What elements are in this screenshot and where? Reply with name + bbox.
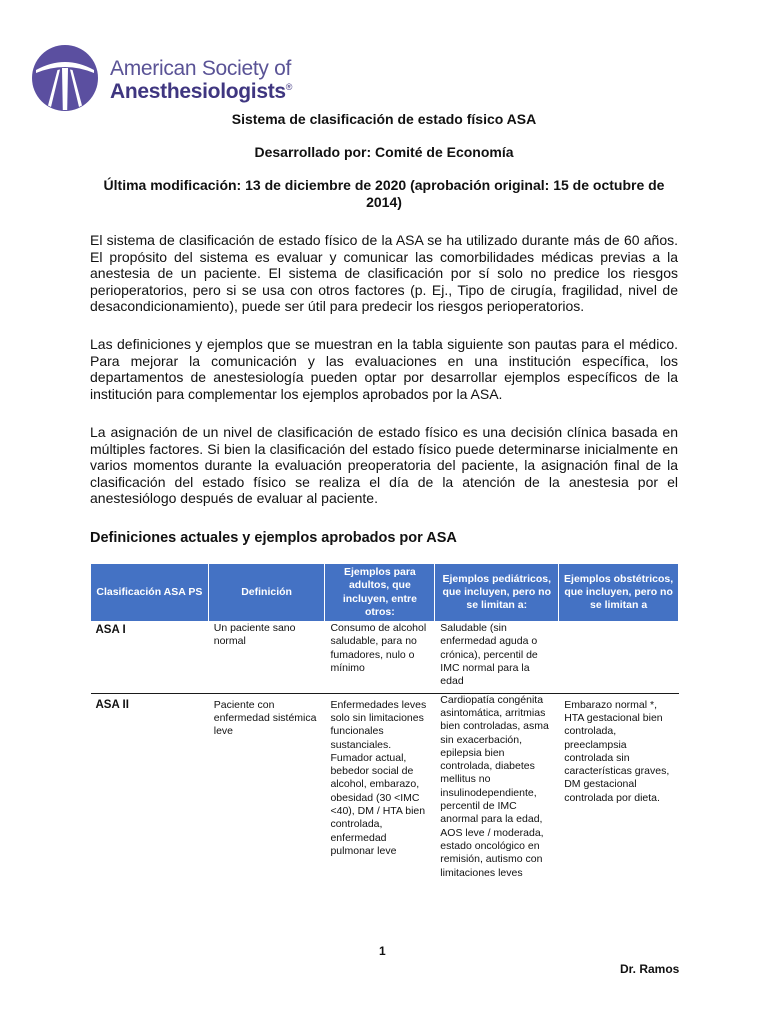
table-header-row — [91, 564, 679, 622]
cell-obstetric: Embarazo normal *, HTA gestacional bien controlada, preeclampsia controlada sin características graves, DM gestacional controlada por dieta. — [559, 693, 679, 884]
header-classification: Clasificación ASA PS — [91, 564, 209, 622]
asa-emblem-icon — [31, 44, 99, 112]
cell-definition: Un paciente sano normal — [208, 622, 325, 693]
asa-logo — [31, 44, 301, 114]
table-row — [91, 622, 679, 693]
cell-obstetric — [559, 622, 679, 693]
header-adult-examples: Ejemplos para adultos, que incluyen, entre otros: — [325, 564, 435, 622]
registered-mark: ® — [285, 82, 293, 92]
logo-line-2: Anesthesiologists® — [110, 80, 293, 103]
intro-paragraph-1: El sistema de clasificación de estado físico de la ASA se ha utilizado durante más de 60 años. El propósito del sistema es evaluar y comunicar las comorbilidades médicas previas a la anestesia de un paciente. El sistema de clasificación por sí solo no predice los riesgos perioperatorios, pero si se usa con otros factores (p. Ej., Tipo de cirugía, fragilidad, nivel de desacondicionamiento), puede ser útil para predecir los riesgos perioperatorios. — [90, 232, 678, 314]
cell-class: ASA I — [91, 622, 209, 693]
header-obstetric-examples: Ejemplos obstétricos, que incluyen, pero no se limitan a — [559, 564, 679, 622]
logo-line-1: American Society of — [110, 57, 292, 80]
page-number: 1 — [379, 944, 386, 958]
author-footer: Dr. Ramos — [620, 962, 680, 976]
cell-class: ASA II — [91, 693, 209, 884]
section-title: Definiciones actuales y ejemplos aprobados por ASA — [90, 530, 457, 546]
document-title: Sistema de clasificación de estado físico ASA — [231, 111, 537, 127]
intro-paragraph-3: La asignación de un nivel de clasificación de estado físico es una decisión clínica basada en múltiples factores. Si bien la clasificación del estado físico puede determinarse inicialmente en varios momentos durante la evaluación preoperatoria del paciente, la asignación final de la clasificación del estado físico se realiza el día de la atención de la anestesia por el anestesiólogo después de evaluar al paciente. — [90, 424, 678, 506]
cell-adults: Consumo de alcohol saludable, para no fumadores, nulo o mínimo — [325, 622, 435, 693]
cell-pediatric: Cardiopatía congénita asintomática, arritmias bien controladas, asma sin exacerbación, epilepsia bien controlada, diabetes mellitus no insulinodependiente, percentil de IMC anormal para la edad, AOS leve / moderada, estado oncológico en remisión, autismo con limitaciones leves — [435, 693, 559, 884]
cell-definition: Paciente con enfermedad sistémica leve — [208, 693, 325, 884]
last-modified: Última modificación: 13 de diciembre de 2020 (aprobación original: 15 de octubre de 2014) — [103, 177, 665, 210]
cell-pediatric: Saludable (sin enfermedad aguda o crónica), percentil de IMC normal para la edad — [435, 622, 559, 693]
header-definition: Definición — [208, 564, 325, 622]
header-pediatric-examples: Ejemplos pediátricos, que incluyen, pero no se limitan a: — [435, 564, 559, 622]
asa-classification-table — [90, 563, 679, 885]
developed-by: Desarrollado por: Comité de Economía — [254, 144, 514, 160]
cell-adults: Enfermedades leves solo sin limitaciones funcionales sustanciales. Fumador actual, bebedor social de alcohol, embarazo, obesidad (30 <IMC <40), DM / HTA bien controlada, enfermedad pulmonar leve — [325, 693, 435, 884]
intro-paragraph-2: Las definiciones y ejemplos que se muestran en la tabla siguiente son pautas para el médico. Para mejorar la comunicación y las evaluaciones en una institución específica, los departamentos de anestesiología pueden optar por desarrollar ejemplos específicos de la institución para complementar los ejemplos aprobados por la ASA. — [90, 336, 678, 402]
table-row — [91, 693, 679, 884]
